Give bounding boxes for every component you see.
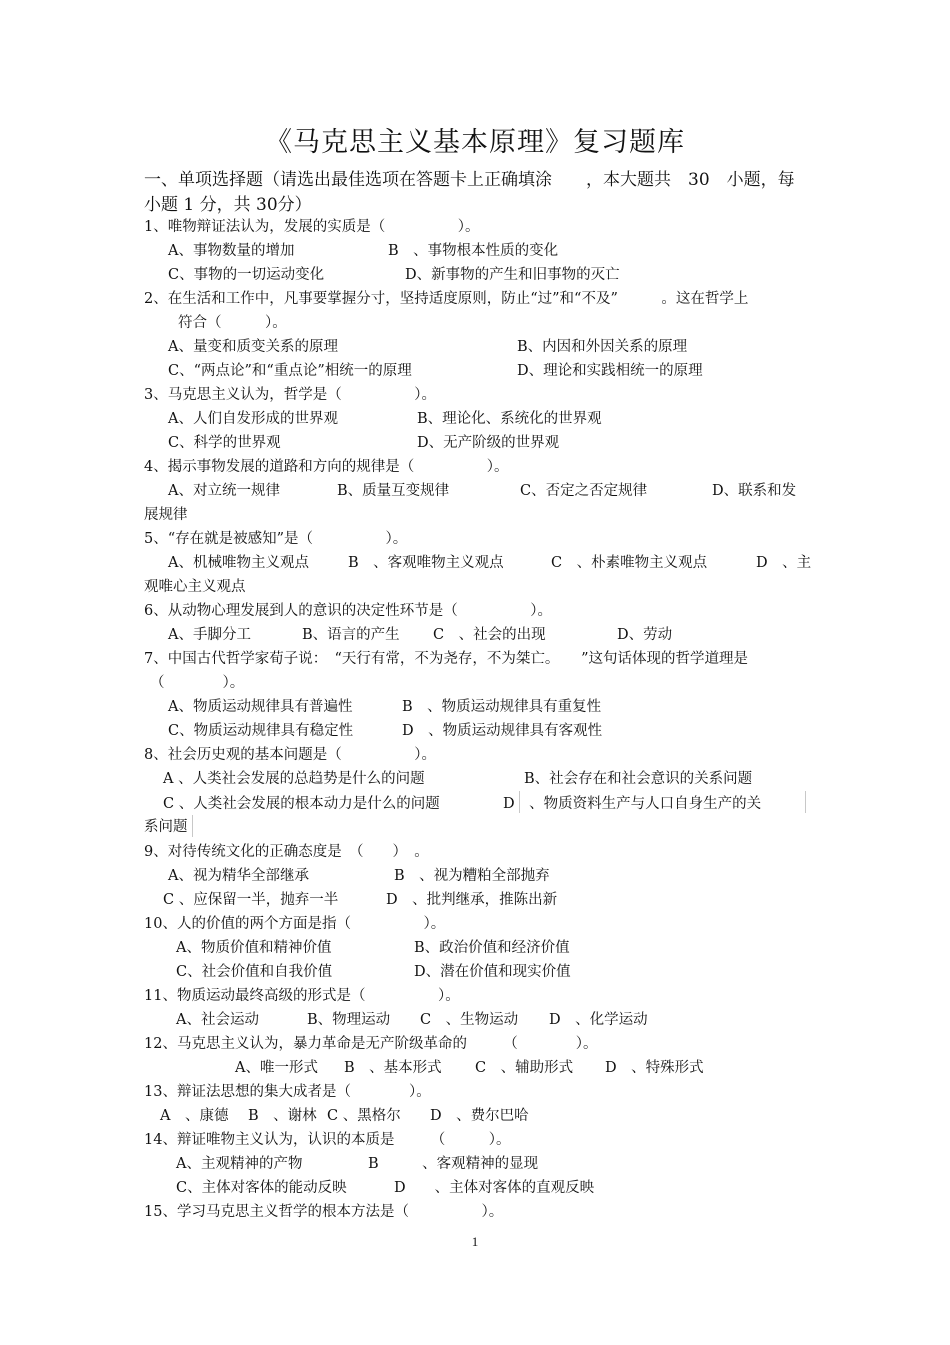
question-11-option-d: D 、化学运动 [549, 1012, 648, 1028]
section-heading-line2: 小题 1 分，共 30分） [144, 195, 312, 215]
question-5-stem: 5、“存在就是被感知”是（ ）。 [144, 531, 408, 547]
question-5-option-b: B 、客观唯物主义观点 [348, 555, 504, 571]
question-4-option-d-cont: 展规律 [144, 507, 188, 523]
question-1-option-d: D、新事物的产生和旧事物的灭亡 [405, 267, 620, 283]
question-3-stem: 3、马克思主义认为，哲学是（ ）。 [144, 387, 436, 403]
question-8-option-a: A 、人类社会发展的总趋势是什么的问题 [163, 771, 425, 787]
question-3-option-d: D、无产阶级的世界观 [417, 435, 560, 451]
question-5-option-d-cont: 观唯心主义观点 [144, 579, 246, 595]
question-7-option-d: D 、物质运动规律具有客观性 [402, 723, 603, 739]
question-2-stem: 2、在生活和工作中，凡事要掌握分寸，坚持适度原则，防止“过”和“不及” 。这在哲学上 [144, 291, 749, 307]
question-9-option-a: A、视为精华全部继承 [168, 868, 309, 884]
question-9-option-b: B 、视为糟粕全部抛弃 [394, 868, 550, 884]
question-2-stem-cont: 符合（ ）。 [178, 315, 287, 331]
question-2-option-d: D、理论和实践相统一的原理 [517, 363, 703, 379]
question-8-option-d-cont: 系问题 [144, 819, 188, 835]
question-7-stem-cont: （ ）。 [150, 675, 245, 691]
question-6-option-b: B、语言的产生 [302, 627, 400, 643]
question-13-stem: 13、辩证法思想的集大成者是（ ）。 [144, 1084, 431, 1100]
question-5-option-a: A、机械唯物主义观点 [168, 555, 309, 571]
question-6-option-a: A、手脚分工 [168, 627, 251, 643]
question-12-option-b: B 、基本形式 [344, 1060, 442, 1076]
question-3-option-a: A、人们自发形成的世界观 [168, 411, 338, 427]
document-title: 《马克思主义基本原理》复习题库 [265, 127, 685, 158]
question-11-option-b: B、物理运动 [307, 1012, 391, 1028]
question-14-option-b: B 、客观精神的显现 [368, 1156, 539, 1172]
question-2-option-b: B、内因和外因关系的原理 [517, 339, 688, 355]
scan-border-line [519, 791, 520, 813]
section-heading [144, 168, 809, 218]
question-12-stem: 12、马克思主义认为，暴力革命是无产阶级革命的 （ ）。 [144, 1036, 598, 1052]
question-5-option-c: C 、朴素唯物主义观点 [551, 555, 708, 571]
question-14-stem: 14、辩证唯物主义认为，认识的本质是 （ ）。 [144, 1132, 511, 1148]
question-8-option-b: B、社会存在和社会意识的关系问题 [524, 771, 753, 787]
question-2-option-c: C、“两点论”和“重点论”相统一的原理 [168, 363, 412, 379]
question-1-stem: 1、唯物辩证法认为，发展的实质是（ ）。 [144, 219, 480, 235]
question-1-option-a: A、事物数量的增加 [168, 243, 295, 259]
section-heading-line1: 一、单项选择题（请选出最佳选项在答题卡上正确填涂 ，本大题共 30 小题，每 [144, 170, 795, 190]
question-10-option-c: C、社会价值和自我价值 [176, 964, 333, 980]
question-15-stem: 15、学习马克思主义哲学的根本方法是（ ）。 [144, 1204, 504, 1220]
scan-border-line [192, 815, 193, 837]
question-6-stem: 6、从动物心理发展到人的意识的决定性环节是（ ）。 [144, 603, 552, 619]
question-10-option-b: B、政治价值和经济价值 [414, 940, 570, 956]
question-5-option-d: D 、主 [756, 555, 812, 571]
question-4-stem: 4、揭示事物发展的道路和方向的规律是（ ）。 [144, 459, 509, 475]
question-6-option-d: D、劳动 [617, 627, 673, 643]
question-12-option-d: D 、特殊形式 [605, 1060, 704, 1076]
question-8-option-c: C 、人类社会发展的根本动力是什么的问题 [163, 796, 440, 812]
question-7-option-b: B 、物质运动规律具有重复性 [402, 699, 602, 715]
question-13-option-a: A 、康德 [160, 1108, 229, 1124]
question-11-option-c: C 、生物运动 [420, 1012, 519, 1028]
question-6-option-c: C 、社会的出现 [433, 627, 546, 643]
question-4-option-b: B、质量互变规律 [337, 483, 450, 499]
question-10-stem: 10、人的价值的两个方面是指（ ）。 [144, 916, 446, 932]
question-7-option-c: C、物质运动规律具有稳定性 [168, 723, 354, 739]
question-7-stem: 7、中国古代哲学家荀子说： “天行有常，不为尧存，不为桀亡。 ”这句话体现的哲学道理是 [144, 651, 749, 667]
scan-border-line [805, 791, 806, 813]
question-7-option-a: A、物质运动规律具有普遍性 [168, 699, 353, 715]
question-3-option-b: B、理论化、系统化的世界观 [417, 411, 602, 427]
page-number: 1 [471, 1234, 479, 1249]
question-13-option-d: D 、费尔巴哈 [430, 1108, 529, 1124]
question-2-option-a: A、量变和质变关系的原理 [168, 339, 338, 355]
question-4-option-d: D、联系和发 [712, 483, 797, 499]
question-4-option-c: C、否定之否定规律 [520, 483, 648, 499]
question-11-stem: 11、物质运动最终高级的形式是（ ）。 [144, 988, 460, 1004]
question-9-stem: 9、对待传统文化的正确态度是 （ ） 。 [144, 844, 429, 860]
question-3-option-c: C、科学的世界观 [168, 435, 281, 451]
question-8-stem: 8、社会历史观的基本问题是（ ）。 [144, 747, 436, 763]
question-10-option-d: D、潜在价值和现实价值 [414, 964, 571, 980]
question-1-option-c: C、事物的一切运动变化 [168, 267, 325, 283]
question-4-option-a: A、对立统一规律 [168, 483, 280, 499]
question-12-option-c: C 、辅助形式 [475, 1060, 574, 1076]
question-9-option-c: C 、应保留一半，抛弃一半 [163, 892, 339, 908]
question-9-option-d: D 、批判继承，推陈出新 [386, 892, 558, 908]
question-10-option-a: A、物质价值和精神价值 [176, 940, 332, 956]
question-13-option-c: C 、黑格尔 [327, 1108, 401, 1124]
question-13-option-b: B 、谢林 [248, 1108, 317, 1124]
question-11-option-a: A、社会运动 [176, 1012, 259, 1028]
question-8-option-d: D 、物质资料生产与人口自身生产的关 [503, 796, 762, 812]
question-14-option-a: A、主观精神的产物 [176, 1156, 303, 1172]
question-14-option-c: C、主体对客体的能动反映 [176, 1180, 347, 1196]
question-12-option-a: A、唯一形式 [235, 1060, 318, 1076]
question-14-option-d: D 、主体对客体的直观反映 [394, 1180, 595, 1196]
question-1-option-b: B 、事物根本性质的变化 [388, 243, 559, 259]
